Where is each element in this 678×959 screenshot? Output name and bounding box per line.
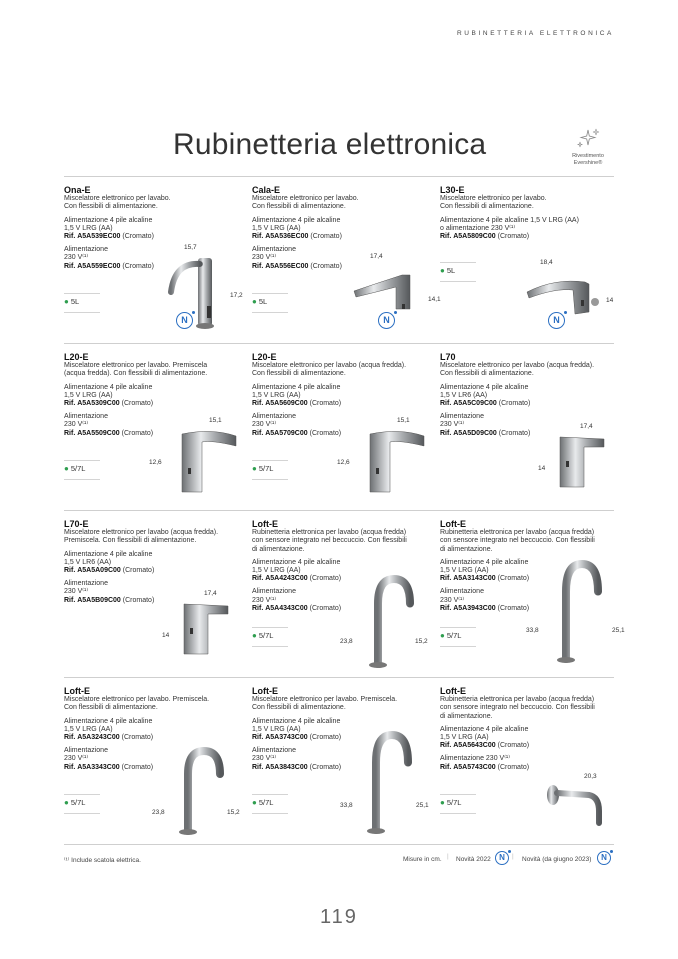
power-spec: 230 V⁽¹⁾	[252, 596, 277, 604]
reference-code	[440, 400, 616, 408]
power-spec: Alimentazione 4 pile alcaline	[252, 558, 341, 566]
novelty-badge-icon: N	[548, 312, 565, 329]
ref-label: Rif.	[440, 575, 452, 583]
product-card	[252, 353, 428, 513]
description-line: di alimentazione.	[440, 712, 493, 720]
flow-rate	[252, 298, 267, 306]
novelty-badge-icon: N	[495, 851, 509, 865]
description-line: Miscelatore elettronico per lavabo.	[440, 195, 547, 203]
ref-label: Rif.	[64, 734, 76, 742]
product-card	[64, 353, 240, 513]
flow-divider	[252, 479, 288, 480]
product-description	[64, 529, 240, 545]
description-line: Miscelatore elettronico per lavabo.	[64, 195, 171, 203]
product-card	[440, 519, 625, 680]
flow-divider	[440, 281, 476, 282]
power-spec: Alimentazione 4 pile alcaline	[252, 717, 341, 725]
ref-finish: (Cromato)	[309, 763, 342, 771]
ref-code: A5A559EC00	[77, 262, 121, 270]
flow-rate	[440, 799, 461, 807]
faucet-image	[545, 775, 605, 835]
product-description	[252, 529, 428, 554]
flow-rate	[252, 465, 273, 473]
description-line: di alimentazione.	[252, 545, 305, 553]
power-spec: 1,5 V LRG (AA)	[64, 224, 113, 232]
product-name: L30-E	[440, 185, 465, 195]
dimension-label: 18,4	[540, 259, 553, 266]
ref-finish: (Cromato)	[309, 429, 342, 437]
power-spec: 230 V⁽¹⁾	[252, 421, 277, 429]
dimension-label: 20,3	[584, 773, 597, 780]
product-description	[252, 195, 428, 211]
flow-value: 5/7L	[70, 798, 86, 807]
product-card	[64, 520, 240, 680]
power-spec: 1,5 V LRG (AA)	[252, 391, 301, 399]
ref-code: A5A5743C00	[453, 763, 496, 771]
flow-rate	[64, 465, 85, 473]
product-description	[64, 195, 240, 211]
power-spec: 230 V⁽¹⁾	[64, 588, 89, 596]
product-name: Loft-E	[252, 686, 278, 696]
power-spec: o alimentazione 230 V⁽¹⁾	[440, 224, 516, 232]
flow-value: 5L	[258, 297, 268, 306]
power-spec: 230 V⁽¹⁾	[64, 421, 89, 429]
ref-finish: (Cromato)	[122, 233, 154, 241]
description-line: di alimentazione.	[440, 545, 493, 553]
flow-rate	[252, 799, 273, 807]
ref-label: Rif.	[252, 262, 264, 270]
description-line: Miscelatore elettronico per lavabo (acqua fredda).	[64, 529, 219, 537]
dimension-label: 15,1	[397, 417, 410, 424]
ref-finish: (Cromato)	[309, 734, 342, 742]
description-line: Con flessibili di alimentazione.	[252, 370, 346, 378]
faucet-image	[352, 261, 422, 316]
faucet-image	[552, 560, 602, 665]
ref-code: A5A3343C00	[77, 763, 120, 771]
description-line: con sensore integrato nel beccuccio. Con flessibili	[440, 537, 595, 545]
flow-divider	[252, 627, 288, 628]
water-drop-icon: ●	[64, 297, 69, 306]
title-divider	[64, 176, 614, 177]
reference-code	[440, 742, 616, 750]
product-name: Cala-E	[252, 185, 281, 195]
flow-divider	[64, 794, 100, 795]
power-spec: Alimentazione	[64, 246, 108, 254]
power-spec: Alimentazione 4 pile alcaline 1,5 V LRG (AA)	[440, 216, 579, 224]
flow-value: 5/7L	[258, 464, 274, 473]
ref-label: Rif.	[440, 742, 452, 750]
flow-divider	[252, 794, 288, 795]
ref-label: Rif.	[440, 429, 452, 437]
reference-code	[64, 567, 240, 575]
footnote: ⁽¹⁾ Include scatola elettrica.	[64, 857, 141, 864]
dimension-label: 15,7	[184, 244, 197, 251]
flow-divider	[440, 646, 476, 647]
description-line: Rubinetteria elettronica per lavabo (acqua fredda)	[440, 696, 595, 704]
product-name: Ona-E	[64, 185, 91, 195]
description-line: Rubinetteria elettronica per lavabo (acqua fredda)	[440, 529, 595, 537]
product-card	[252, 185, 441, 346]
power-spec: Alimentazione 4 pile alcaline	[64, 717, 153, 725]
flow-divider	[64, 813, 100, 814]
dimension-label: 15,2	[415, 638, 428, 645]
ref-finish: (Cromato)	[309, 604, 342, 612]
faucet-image	[362, 731, 412, 836]
description-line: Con flessibili di alimentazione.	[252, 203, 346, 211]
ref-code: A5A556EC00	[265, 262, 309, 270]
reference-code	[64, 400, 240, 408]
power-spec: 1,5 V LR6 (AA)	[440, 391, 488, 399]
ref-code: A5A4343C00	[265, 604, 308, 612]
power-spec: 1,5 V LRG (AA)	[64, 725, 113, 733]
ref-code: A5A5709C00	[265, 429, 308, 437]
reference-code	[252, 233, 428, 241]
separator: |	[512, 853, 514, 860]
novelty-badge-icon: N	[378, 312, 395, 329]
dimension-label: 15,2	[227, 809, 240, 816]
flow-divider	[252, 813, 288, 814]
description-line: Con flessibili di alimentazione.	[440, 370, 534, 378]
description-line: Con flessibili di alimentazione.	[252, 704, 346, 712]
dimension-label: 23,8	[152, 809, 165, 816]
product-card	[252, 687, 428, 847]
ref-finish: (Cromato)	[497, 604, 530, 612]
flow-divider	[440, 794, 476, 795]
dimension-label: 25,1	[612, 627, 625, 634]
ref-label: Rif.	[252, 400, 264, 408]
dimension-label: 17,4	[580, 423, 593, 430]
power-spec: 1,5 V LRG (AA)	[440, 567, 489, 575]
power-spec: 1,5 V LRG (AA)	[252, 567, 301, 575]
flow-divider	[252, 312, 288, 313]
ref-label: Rif.	[64, 429, 76, 437]
ref-finish: (Cromato)	[122, 596, 155, 604]
power-spec: 1,5 V LRG (AA)	[252, 725, 301, 733]
faucet-image	[165, 254, 225, 332]
ref-code: A5A5D09C00	[453, 429, 497, 437]
ref-label: Rif.	[252, 233, 264, 241]
power-spec: Alimentazione	[440, 413, 484, 421]
description-line: con sensore integrato nel beccuccio. Con flessibili	[440, 704, 595, 712]
power-spec: Alimentazione	[64, 747, 108, 755]
description-line: (acqua fredda). Con flessibili di alimentazione.	[64, 370, 208, 378]
power-spec: Alimentazione 4 pile alcaline	[64, 383, 153, 391]
flow-divider	[64, 460, 100, 461]
ref-finish: (Cromato)	[121, 400, 154, 408]
power-spec: Alimentazione	[64, 413, 108, 421]
power-spec: 1,5 V LRG (AA)	[252, 224, 301, 232]
power-spec: Alimentazione	[252, 747, 296, 755]
ref-label: Rif.	[440, 233, 452, 241]
water-drop-icon: ●	[440, 798, 445, 807]
ref-code: A5A5309C00	[77, 400, 120, 408]
product-name: Loft-E	[440, 519, 466, 529]
power-spec: 230 V⁽¹⁾	[64, 755, 89, 763]
product-description	[64, 696, 240, 712]
product-card	[252, 520, 428, 680]
product-card	[64, 687, 240, 847]
ref-label: Rif.	[440, 604, 452, 612]
ref-finish: (Cromato)	[497, 763, 530, 771]
ref-finish: (Cromato)	[121, 763, 154, 771]
novelty-2023-label: Novità (da giugno 2023)	[522, 856, 592, 863]
reference-code	[252, 400, 428, 408]
ref-label: Rif.	[64, 763, 76, 771]
flow-divider	[252, 646, 288, 647]
faucet-image	[174, 747, 224, 837]
flow-divider	[64, 479, 100, 480]
ref-code: A5A4243C00	[265, 575, 308, 583]
ref-code: A5A3243C00	[77, 734, 120, 742]
dimension-label: 15,1	[209, 417, 222, 424]
badge-line1: Rivestimento	[572, 153, 604, 159]
ref-finish: (Cromato)	[310, 233, 342, 241]
flow-divider	[440, 627, 476, 628]
dimension-label: 14	[606, 297, 614, 304]
dimension-label: 14,1	[428, 296, 441, 303]
ref-code: A5A5C09C00	[453, 400, 497, 408]
power-spec: 230 V⁽¹⁾	[440, 596, 465, 604]
ref-label: Rif.	[64, 567, 76, 575]
ref-finish: (Cromato)	[309, 400, 342, 408]
ref-code: A5A536EC00	[265, 233, 309, 241]
product-description	[440, 195, 616, 211]
product-description	[440, 529, 616, 554]
description-line: Con flessibili di alimentazione.	[440, 203, 534, 211]
page-number: 119	[320, 906, 358, 928]
reference-code	[440, 233, 616, 241]
product-card	[64, 185, 243, 346]
ref-code: A5A5509C00	[77, 429, 120, 437]
description-line: Con flessibili di alimentazione.	[64, 704, 158, 712]
power-spec: Alimentazione 230 V⁽¹⁾	[440, 755, 510, 763]
ref-finish: (Cromato)	[121, 429, 154, 437]
ref-label: Rif.	[64, 596, 76, 604]
dimension-label: 14	[162, 632, 170, 639]
water-drop-icon: ●	[252, 464, 257, 473]
faucet-image	[172, 428, 242, 498]
ref-code: A5A5609C00	[265, 400, 308, 408]
power-spec: 230 V⁽¹⁾	[252, 254, 277, 262]
ref-finish: (Cromato)	[310, 262, 342, 270]
power-spec: Alimentazione	[252, 246, 296, 254]
dimension-label: 14	[538, 465, 546, 472]
power-spec: Alimentazione 4 pile alcaline	[252, 216, 341, 224]
faucet-image	[360, 428, 430, 498]
power-spec: Alimentazione 4 pile alcaline	[440, 383, 529, 391]
ref-label: Rif.	[252, 429, 264, 437]
flow-divider	[252, 460, 288, 461]
dimension-label: 17,4	[204, 590, 217, 597]
separator: |	[447, 853, 449, 860]
flow-rate	[64, 799, 85, 807]
product-name: Loft-E	[64, 686, 90, 696]
ref-finish: (Cromato)	[497, 575, 530, 583]
flow-divider	[440, 813, 476, 814]
flow-value: 5/7L	[446, 631, 462, 640]
water-drop-icon: ●	[64, 798, 69, 807]
product-card	[440, 353, 616, 513]
power-spec: Alimentazione	[252, 413, 296, 421]
ref-code: A5A5B09C00	[77, 596, 121, 604]
description-line: Con flessibili di alimentazione.	[64, 203, 158, 211]
flow-divider	[64, 312, 100, 313]
water-drop-icon: ●	[252, 631, 257, 640]
flow-value: 5L	[446, 266, 456, 275]
ref-label: Rif.	[252, 763, 264, 771]
product-name: Loft-E	[440, 686, 466, 696]
water-drop-icon: ●	[252, 798, 257, 807]
power-spec: Alimentazione 4 pile alcaline	[64, 550, 153, 558]
description-line: Miscelatore elettronico per lavabo. Premiscela	[64, 362, 208, 370]
flow-rate	[440, 632, 461, 640]
ref-code: A5A3943C00	[453, 604, 496, 612]
description-line: Rubinetteria elettronica per lavabo (acqua fredda)	[252, 529, 407, 537]
ref-label: Rif.	[64, 400, 76, 408]
power-spec: Alimentazione	[440, 588, 484, 596]
product-name: L20-E	[252, 352, 277, 362]
ref-code: A5A5643C00	[453, 742, 496, 750]
badge-line2: Evershine®	[573, 159, 603, 166]
water-drop-icon: ●	[252, 297, 257, 306]
product-name: L20-E	[64, 352, 89, 362]
faucet-image	[552, 433, 612, 493]
water-drop-icon: ●	[64, 464, 69, 473]
dimension-label: 17,2	[230, 292, 243, 299]
ref-code: A5A5809C00	[453, 233, 496, 241]
dimension-label: 25,1	[416, 802, 429, 809]
ref-label: Rif.	[64, 233, 76, 241]
product-card	[440, 687, 616, 847]
ref-finish: (Cromato)	[498, 400, 531, 408]
ref-label: Rif.	[440, 763, 452, 771]
flow-rate	[440, 267, 455, 275]
power-spec: Alimentazione 4 pile alcaline	[440, 725, 529, 733]
description-line: Miscelatore elettronico per lavabo. Premiscela.	[64, 696, 210, 704]
faucet-image	[176, 600, 236, 660]
product-name: L70	[440, 352, 456, 362]
description-line: Miscelatore elettronico per lavabo (acqua fredda).	[440, 362, 595, 370]
flow-value: 5/7L	[258, 631, 274, 640]
flow-divider	[252, 293, 288, 294]
ref-code: A5A539EC00	[77, 233, 121, 241]
reference-code	[440, 764, 616, 772]
product-description	[440, 696, 616, 721]
ref-finish: (Cromato)	[498, 429, 531, 437]
product-name: Loft-E	[252, 519, 278, 529]
description-line: con sensore integrato nel beccuccio. Con flessibili	[252, 537, 407, 545]
ref-label: Rif.	[252, 604, 264, 612]
flow-value: 5/7L	[70, 464, 86, 473]
ref-code: A5A5A09C00	[77, 567, 121, 575]
water-drop-icon: ●	[440, 266, 445, 275]
power-spec: Alimentazione	[64, 580, 108, 588]
dimension-label: 12,6	[149, 459, 162, 466]
product-description	[64, 362, 240, 378]
product-name: L70-E	[64, 519, 89, 529]
novelty-badge-icon: N	[176, 312, 193, 329]
product-card	[440, 186, 616, 346]
sparkle-icon	[575, 128, 601, 150]
product-description	[252, 362, 428, 378]
units-note: Misure in cm.	[403, 856, 442, 863]
product-description	[440, 362, 616, 378]
water-drop-icon: ●	[440, 631, 445, 640]
ref-code: A5A3143C00	[453, 575, 496, 583]
reference-code	[64, 233, 240, 241]
ref-code: A5A3843C00	[265, 763, 308, 771]
dimension-label: 17,4	[370, 253, 383, 260]
ref-label: Rif.	[252, 575, 264, 583]
ref-label: Rif.	[252, 734, 264, 742]
ref-finish: (Cromato)	[122, 567, 155, 575]
power-spec: 230 V⁽¹⁾	[440, 421, 465, 429]
product-description	[252, 696, 428, 712]
dimension-label: 23,8	[340, 638, 353, 645]
flow-divider	[64, 293, 100, 294]
ref-finish: (Cromato)	[309, 575, 342, 583]
power-spec: 1,5 V LRG (AA)	[440, 734, 489, 742]
ref-finish: (Cromato)	[497, 233, 530, 241]
ref-finish: (Cromato)	[497, 742, 530, 750]
novelty-2022-label: Novità 2022	[456, 856, 491, 863]
flow-value: 5/7L	[446, 798, 462, 807]
power-spec: 230 V⁽¹⁾	[252, 755, 277, 763]
flow-value: 5L	[70, 297, 80, 306]
description-line: Miscelatore elettronico per lavabo (acqua fredda).	[252, 362, 407, 370]
power-spec: 1,5 V LR6 (AA)	[64, 558, 112, 566]
description-line: Premiscela. Con flessibili di alimentazione.	[64, 537, 197, 545]
flow-value: 5/7L	[258, 798, 274, 807]
description-line: Miscelatore elettronico per lavabo.	[252, 195, 359, 203]
faucet-image	[364, 575, 414, 670]
flow-rate	[252, 632, 273, 640]
evershine-badge	[568, 128, 608, 166]
reference-code	[64, 734, 240, 742]
power-spec: 230 V⁽¹⁾	[64, 254, 89, 262]
flow-rate	[64, 298, 79, 306]
power-spec: Alimentazione 4 pile alcaline	[64, 216, 153, 224]
ref-finish: (Cromato)	[122, 262, 154, 270]
flow-divider	[440, 262, 476, 263]
section-header: RUBINETTERIA ELETTRONICA	[456, 30, 614, 37]
dimension-label: 33,8	[526, 627, 539, 634]
power-spec: Alimentazione	[252, 588, 296, 596]
power-spec: 1,5 V LRG (AA)	[64, 391, 113, 399]
novelty-badge-icon: N	[597, 851, 611, 865]
description-line: Miscelatore elettronico per lavabo. Premiscela.	[252, 696, 398, 704]
ref-label: Rif.	[64, 262, 76, 270]
dimension-label: 12,6	[337, 459, 350, 466]
dimension-label: 33,8	[340, 802, 353, 809]
power-spec: Alimentazione 4 pile alcaline	[252, 383, 341, 391]
ref-finish: (Cromato)	[121, 734, 154, 742]
ref-code: A5A3743C00	[265, 734, 308, 742]
page-title: Rubinetteria elettronica	[173, 128, 487, 161]
ref-label: Rif.	[440, 400, 452, 408]
power-spec: Alimentazione 4 pile alcaline	[440, 558, 529, 566]
